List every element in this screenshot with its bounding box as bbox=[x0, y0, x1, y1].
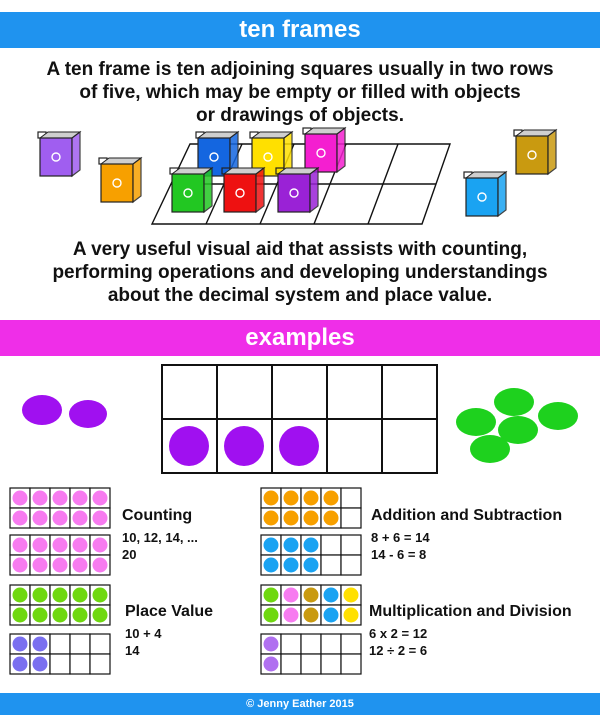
counter-dot bbox=[93, 588, 108, 603]
place-value-line-1: 10 + 4 bbox=[125, 626, 162, 641]
counter-dot bbox=[344, 608, 359, 623]
multiplication-frame-2 bbox=[261, 634, 361, 674]
counter-dot bbox=[53, 588, 68, 603]
counter-dot bbox=[264, 637, 279, 652]
counting-line-1: 10, 12, 14, ... bbox=[122, 530, 198, 545]
description-text bbox=[0, 238, 600, 307]
counter-dot bbox=[33, 657, 48, 672]
counter-dot bbox=[284, 608, 299, 623]
blue-cube-icon bbox=[464, 172, 506, 216]
multiplication-line-1: 6 x 2 = 12 bbox=[369, 626, 428, 641]
violet-cube-in-frame-icon bbox=[276, 168, 318, 212]
framed-purple-counters bbox=[169, 426, 319, 466]
counting-frame-1 bbox=[10, 488, 110, 528]
counter-dot bbox=[73, 588, 88, 603]
counter-dot bbox=[13, 538, 28, 553]
frame-cell bbox=[281, 634, 301, 654]
frame-cell bbox=[321, 555, 341, 575]
counter-dot bbox=[13, 511, 28, 526]
counter-dot bbox=[93, 538, 108, 553]
counter-dot bbox=[33, 538, 48, 553]
counter-dot bbox=[73, 491, 88, 506]
red-cube-in-frame-icon bbox=[222, 168, 264, 212]
frame-cell bbox=[341, 535, 361, 555]
counter-dot bbox=[13, 657, 28, 672]
counter-dot bbox=[53, 538, 68, 553]
counter-dot bbox=[33, 637, 48, 652]
counting-frame-2 bbox=[10, 535, 110, 575]
multiplication-line-2: 12 ÷ 2 = 6 bbox=[369, 643, 428, 658]
frame-cell bbox=[341, 488, 361, 508]
counter-dot bbox=[304, 608, 319, 623]
description-line-1: A very useful visual aid that assists with counting, bbox=[72, 239, 528, 260]
place-value-title: Place Value bbox=[125, 603, 214, 620]
title-banner bbox=[0, 12, 600, 48]
counter-dot bbox=[264, 558, 279, 573]
counter-dot bbox=[73, 558, 88, 573]
counter-dot bbox=[53, 491, 68, 506]
counter-dot bbox=[264, 588, 279, 603]
frame-cell bbox=[281, 654, 301, 674]
intro-text bbox=[0, 58, 600, 127]
counter-dot bbox=[33, 511, 48, 526]
frame-cell bbox=[70, 634, 90, 654]
counter-dot bbox=[13, 588, 28, 603]
frame-cell bbox=[301, 634, 321, 654]
counter-dot bbox=[304, 588, 319, 603]
counter-dot bbox=[324, 511, 339, 526]
frame-cell bbox=[341, 634, 361, 654]
frame-cell bbox=[90, 634, 110, 654]
addition-frame-1 bbox=[261, 488, 361, 528]
loose-purple-counters bbox=[22, 395, 107, 428]
counter-dot bbox=[284, 511, 299, 526]
gold-cube-icon bbox=[514, 130, 556, 174]
examples-title: examples bbox=[245, 324, 355, 351]
counter-dot bbox=[13, 637, 28, 652]
counter-dot bbox=[304, 511, 319, 526]
examples-banner bbox=[0, 320, 600, 356]
addition-title: Addition and Subtraction bbox=[371, 507, 563, 524]
frame-cell bbox=[50, 634, 70, 654]
counter-dot bbox=[93, 558, 108, 573]
counter-dot bbox=[304, 558, 319, 573]
counter-dot bbox=[324, 608, 339, 623]
counter-dot bbox=[264, 491, 279, 506]
frame-cell bbox=[321, 535, 341, 555]
intro-line-3: or drawings of objects. bbox=[196, 105, 404, 126]
counter-dot bbox=[304, 491, 319, 506]
counting-line-2: 20 bbox=[122, 547, 137, 562]
counter-dot bbox=[33, 608, 48, 623]
orange-cube-icon bbox=[99, 158, 141, 202]
loose-green-counters bbox=[456, 388, 578, 463]
multiplication-frame-1 bbox=[261, 585, 361, 625]
counting-title: Counting bbox=[122, 507, 193, 524]
frame-cell bbox=[341, 508, 361, 528]
counter-dot bbox=[73, 538, 88, 553]
intro-line-2: of five, which may be empty or filled with objects bbox=[79, 82, 521, 103]
pink-cube-in-frame-icon bbox=[303, 128, 345, 172]
addition-line-2: 14 - 6 = 8 bbox=[371, 547, 427, 562]
counter-dot bbox=[73, 608, 88, 623]
addition-frame-2 bbox=[261, 535, 361, 575]
footer-banner bbox=[0, 693, 600, 715]
counter-dot bbox=[284, 538, 299, 553]
counter-dot bbox=[53, 608, 68, 623]
counter-dot bbox=[13, 491, 28, 506]
frame-cell bbox=[341, 555, 361, 575]
counter-dot bbox=[324, 588, 339, 603]
counter-dot bbox=[33, 491, 48, 506]
counter-dot bbox=[264, 538, 279, 553]
addition-line-1: 8 + 6 = 14 bbox=[371, 530, 430, 545]
frame-cell bbox=[90, 654, 110, 674]
frame-cell bbox=[341, 654, 361, 674]
counter-dot bbox=[304, 538, 319, 553]
counter-dot bbox=[284, 558, 299, 573]
counter-dot bbox=[93, 491, 108, 506]
counter-dot bbox=[53, 558, 68, 573]
place-value-frame-2 bbox=[10, 634, 110, 674]
counter-dot bbox=[13, 608, 28, 623]
place-value-frame-1 bbox=[10, 585, 110, 625]
frame-cell bbox=[321, 634, 341, 654]
frame-cell bbox=[50, 654, 70, 674]
page-title: ten frames bbox=[239, 16, 361, 43]
intro-line-1: A ten frame is ten adjoining squares usually in two rows bbox=[46, 59, 554, 80]
copyright-text: © Jenny Eather 2015 bbox=[246, 698, 354, 710]
counter-dot bbox=[33, 588, 48, 603]
frame-cell bbox=[301, 654, 321, 674]
counter-dot bbox=[324, 491, 339, 506]
counter-dot bbox=[73, 511, 88, 526]
counter-dot bbox=[284, 491, 299, 506]
purple-cube-icon bbox=[38, 132, 80, 176]
place-value-line-2: 14 bbox=[125, 643, 140, 658]
counter-dot bbox=[53, 511, 68, 526]
counter-dot bbox=[93, 511, 108, 526]
frame-cell bbox=[70, 654, 90, 674]
counter-dot bbox=[264, 657, 279, 672]
description-line-2: performing operations and developing understandings bbox=[52, 262, 548, 283]
frame-cell bbox=[321, 654, 341, 674]
green-cube-in-frame-icon bbox=[170, 168, 212, 212]
counter-dot bbox=[264, 511, 279, 526]
counter-dot bbox=[284, 588, 299, 603]
counter-dot bbox=[93, 608, 108, 623]
example-ten-frame-diagram bbox=[0, 360, 600, 480]
multiplication-title: Multiplication and Division bbox=[369, 603, 572, 620]
ten-frame-cube-illustration bbox=[0, 126, 600, 234]
counter-dot bbox=[33, 558, 48, 573]
description-line-3: about the decimal system and place value. bbox=[107, 285, 493, 306]
counter-dot bbox=[264, 608, 279, 623]
counter-dot bbox=[344, 588, 359, 603]
counter-dot bbox=[13, 558, 28, 573]
